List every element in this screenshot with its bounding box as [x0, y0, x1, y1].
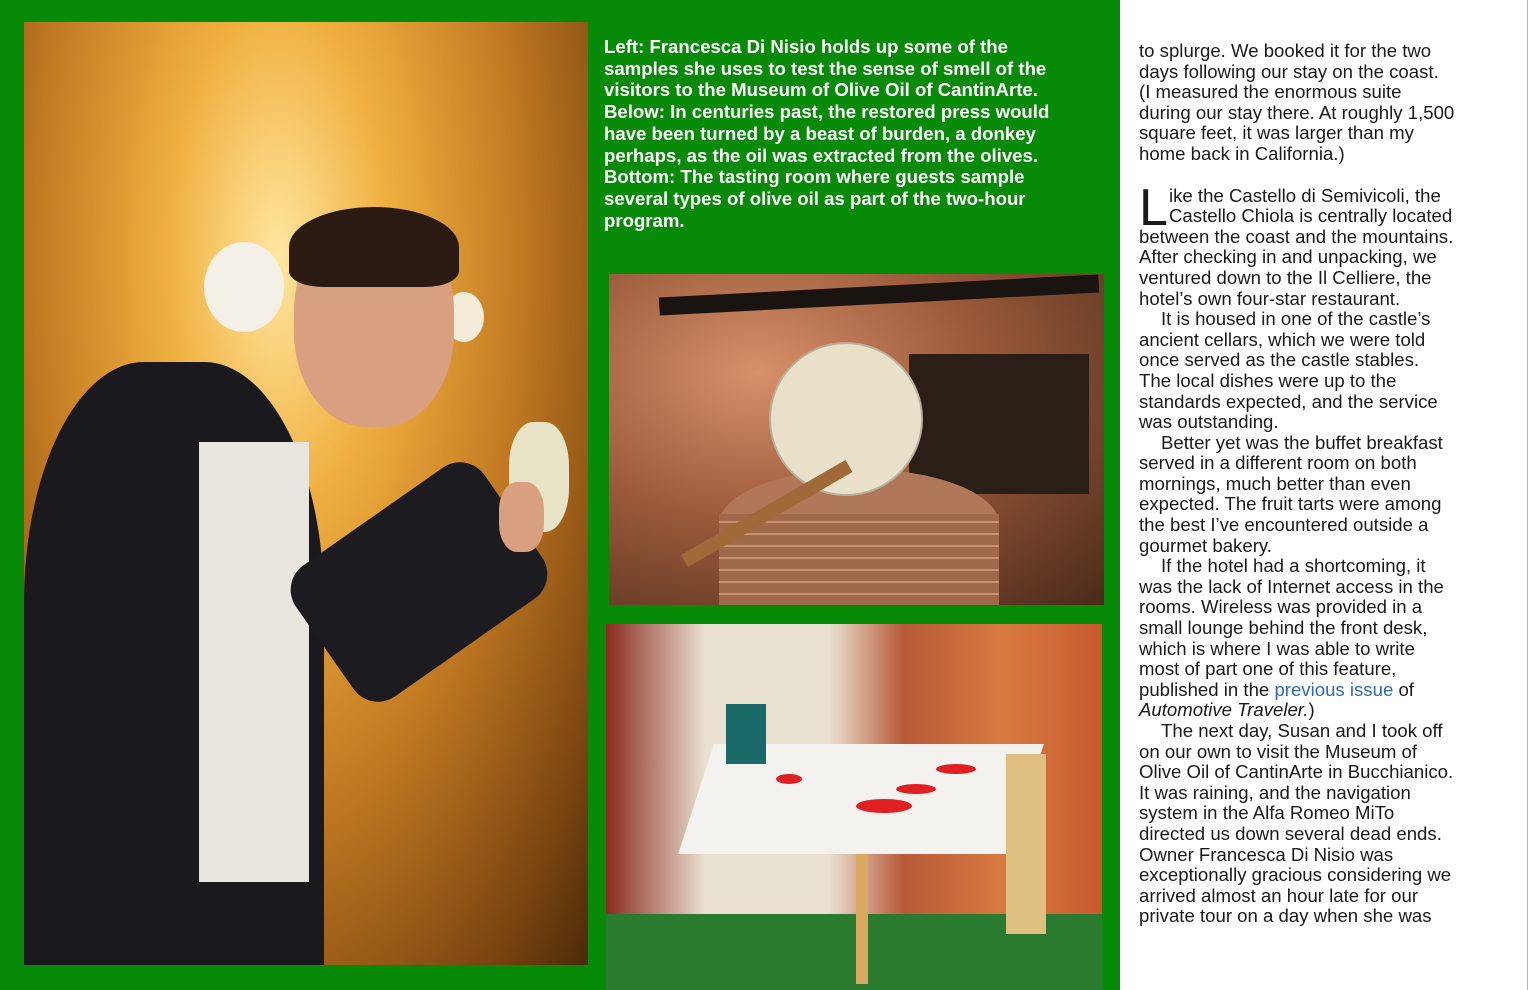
article-line: mornings, much better than even [1139, 472, 1411, 494]
article-line: Olive Oil of CantinArte in Bucchianico. [1139, 761, 1454, 783]
article-line: It is housed in one of the castle’s [1161, 308, 1431, 330]
photo-francesca-di-nisio [24, 22, 588, 965]
text: published in the [1139, 678, 1275, 700]
paragraph-gap [1139, 165, 1519, 186]
article-line: square feet, it was larger than my [1139, 122, 1414, 144]
photo-tasting-room [606, 624, 1102, 990]
page-edge-rule [1527, 0, 1528, 990]
article-line: most of part one of this feature, [1139, 658, 1397, 680]
article-line: once served as the castle stables. [1139, 349, 1420, 371]
article-line: small lounge behind the front desk, [1139, 617, 1428, 639]
article-line: was outstanding. [1139, 411, 1279, 433]
article-line: arrived almost an hour late for our [1139, 884, 1419, 906]
photo-caption: Left: Francesca Di Nisio holds up some of the samples she uses to test the sense of smell of the visitors to the Museum of Olive Oil of CantinArte. Below: In centuries past, the restored press would have been turned by a beast of burden, a donkey perhaps, as the oil was extracted from the olives. Bottom: The tasting room where guests sample several types of olive oil as part of the two-hour program. [604, 36, 1050, 231]
article-line: between the coast and the mountains. [1139, 225, 1454, 247]
article-line-italic [1139, 700, 1519, 721]
article-line: standards expected, and the service [1139, 390, 1438, 412]
article-line: ventured down to the Il Celliere, the [1139, 266, 1432, 288]
article-line: home back in California.) [1139, 142, 1345, 164]
article-line: directed us down several dead ends. [1139, 822, 1442, 844]
article-line: the best I’ve encountered outside a [1139, 514, 1429, 536]
article-line: ancient cellars, which we were told [1139, 328, 1426, 350]
article-line: expected. The fruit tarts were among [1139, 493, 1442, 515]
article-line: The next day, Susan and I took off [1161, 720, 1443, 741]
article-line: After checking in and unpacking, we [1139, 246, 1437, 268]
article-line: Castello Chiola is centrally located [1169, 205, 1453, 227]
article-line: Better yet was the buffet breakfast [1161, 431, 1443, 453]
article-line: ike the Castello di Semivicoli, the [1169, 184, 1441, 206]
article-line: during our stay there. At roughly 1,500 [1139, 101, 1455, 123]
article-line: (I measured the enormous suite [1139, 81, 1402, 103]
article-line: exceptionally gracious considering we [1139, 864, 1452, 886]
article-line: If the hotel had a shortcoming, it [1161, 555, 1426, 577]
text: ) [1308, 699, 1315, 721]
article-line: served in a different room on both [1139, 452, 1417, 474]
article-line-with-link [1139, 680, 1519, 701]
article-line: system in the Alfa Romeo MiTo [1139, 802, 1395, 824]
article-line: gourmet bakery. [1139, 534, 1272, 556]
article-line: The local dishes were up to the [1139, 369, 1397, 391]
text: of [1393, 678, 1414, 700]
photo-olive-press [609, 274, 1104, 605]
article-line: days following our stay on the coast. [1139, 60, 1439, 82]
publication-name: Automotive Traveler. [1139, 699, 1309, 721]
article-line: Owner Francesca Di Nisio was [1139, 843, 1394, 865]
article-line: which is where I was able to write [1139, 637, 1415, 659]
drop-cap: L [1139, 178, 1168, 237]
article-line: hotel’s own four-star restaurant. [1139, 287, 1401, 309]
previous-issue-link[interactable]: previous issue [1274, 678, 1394, 700]
article-line: It was raining, and the navigation [1139, 781, 1411, 803]
article-line: was the lack of Internet access in the [1139, 575, 1444, 597]
article-line: to splurge. We booked it for the two [1139, 40, 1432, 61]
article-line: on our own to visit the Museum of [1139, 740, 1418, 762]
article-line: private tour on a day when she was [1139, 905, 1432, 927]
article-column [1139, 41, 1519, 927]
article-line: rooms. Wireless was provided in a [1139, 596, 1423, 618]
